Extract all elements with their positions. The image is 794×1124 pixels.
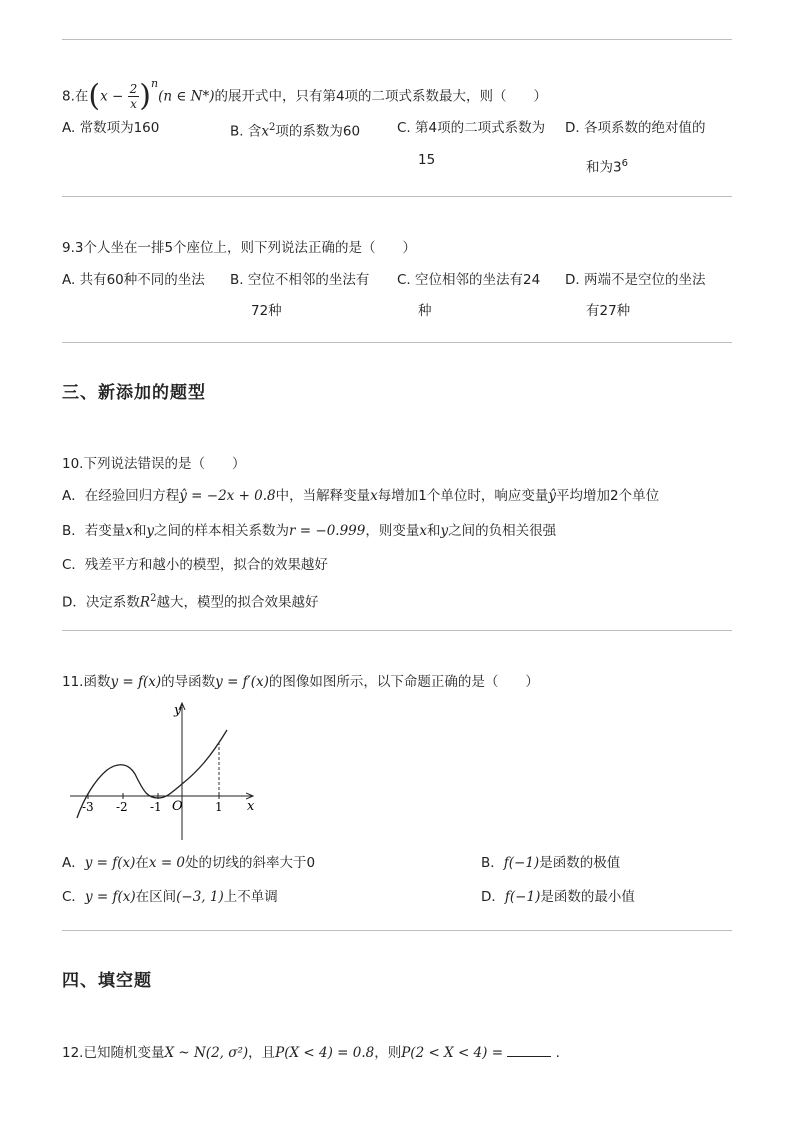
tick-label: -3	[82, 800, 94, 814]
tick-label: -1	[150, 800, 162, 814]
q10-option-b[interactable]: B．若变量x和y之间的样本相关系数为r = −0.999，则变量x和y之间的负相关很强	[62, 523, 557, 539]
q11-option-b[interactable]: B．f(−1)是函数的极值	[481, 855, 621, 871]
question-8-stem: 8.在(x − $\frac{2}{x}$ )$^n$(n ∈ N*)的展开式中，只有第4项的二项式系数最大，则（ ）	[62, 77, 548, 114]
separator-q11	[62, 930, 732, 931]
q8-option-a[interactable]: A. 常数项为160	[62, 120, 160, 136]
fraction: $\frac{2}{x}$	[129, 82, 138, 111]
question-11-stem: 11.函数y = f(x)的导函数y = f′(x)的图像如图所示，以下命题正确的是（ ）	[62, 674, 539, 690]
question-12-stem: 12.已知随机变量X ~ N(2, σ²)，且P(X < 4) = 0.8，则P(2 < X < 4) = .	[62, 1042, 560, 1063]
q9-option-a[interactable]: A. 共有60种不同的坐法	[62, 272, 205, 288]
y-axis-label: y	[174, 703, 182, 718]
answer-blank[interactable]	[507, 1042, 551, 1057]
q9-option-c[interactable]: C. 空位相邻的坐法有24	[397, 272, 541, 288]
q8-option-c[interactable]: C. 第4项的二项式系数为	[397, 120, 546, 136]
separator-q9	[62, 342, 732, 343]
q8-option-d-cont: 和为$3^6$	[586, 158, 628, 176]
q8-option-c-cont: 15	[418, 152, 436, 168]
separator-q10	[62, 630, 732, 631]
q11-option-d[interactable]: D．f(−1)是函数的最小值	[481, 889, 635, 905]
origin-label: O	[172, 799, 183, 814]
tick-label: 1	[215, 800, 223, 814]
q9-option-b[interactable]: B. 空位不相邻的坐法有	[230, 272, 370, 288]
q10-option-d[interactable]: D．决定系数$R^2$越大，模型的拟合效果越好	[62, 593, 319, 611]
q9-option-c-cont: 种	[418, 303, 432, 319]
separator-top	[62, 39, 732, 40]
q10-option-a[interactable]: A．在经验回归方程ŷ = −2x + 0.8中，当解释变量x每增加1个单位时，响应变量ŷ平均增加2个单位	[62, 488, 660, 504]
tick-label: -2	[116, 800, 128, 814]
q10-option-c[interactable]: C．残差平方和越小的模型，拟合的效果越好	[62, 557, 328, 573]
question-9-stem: 9.3个人坐在一排5个座位上，则下列说法正确的是（ ）	[62, 240, 417, 256]
x-axis-label: x	[247, 799, 255, 814]
q9-option-d[interactable]: D. 两端不是空位的坐法	[565, 272, 706, 288]
q8-option-d[interactable]: D. 各项系数的绝对值的	[565, 120, 706, 136]
section-heading-4: 四、填空题	[62, 971, 152, 991]
question-10-stem: 10.下列说法错误的是（ ）	[62, 456, 246, 472]
q9-option-d-cont: 有27种	[586, 303, 631, 319]
q9-option-b-cont: 72种	[251, 303, 282, 319]
separator-q8	[62, 196, 732, 197]
q11-option-c[interactable]: C．y = f(x)在区间(−3, 1)上不单调	[62, 889, 278, 905]
derivative-graph	[62, 700, 272, 845]
section-heading-3: 三、新添加的题型	[62, 383, 206, 403]
q8-option-b[interactable]: B. 含$x^2$项的系数为60	[230, 122, 361, 140]
q11-option-a[interactable]: A．y = f(x)在x = 0处的切线的斜率大于0	[62, 855, 316, 871]
